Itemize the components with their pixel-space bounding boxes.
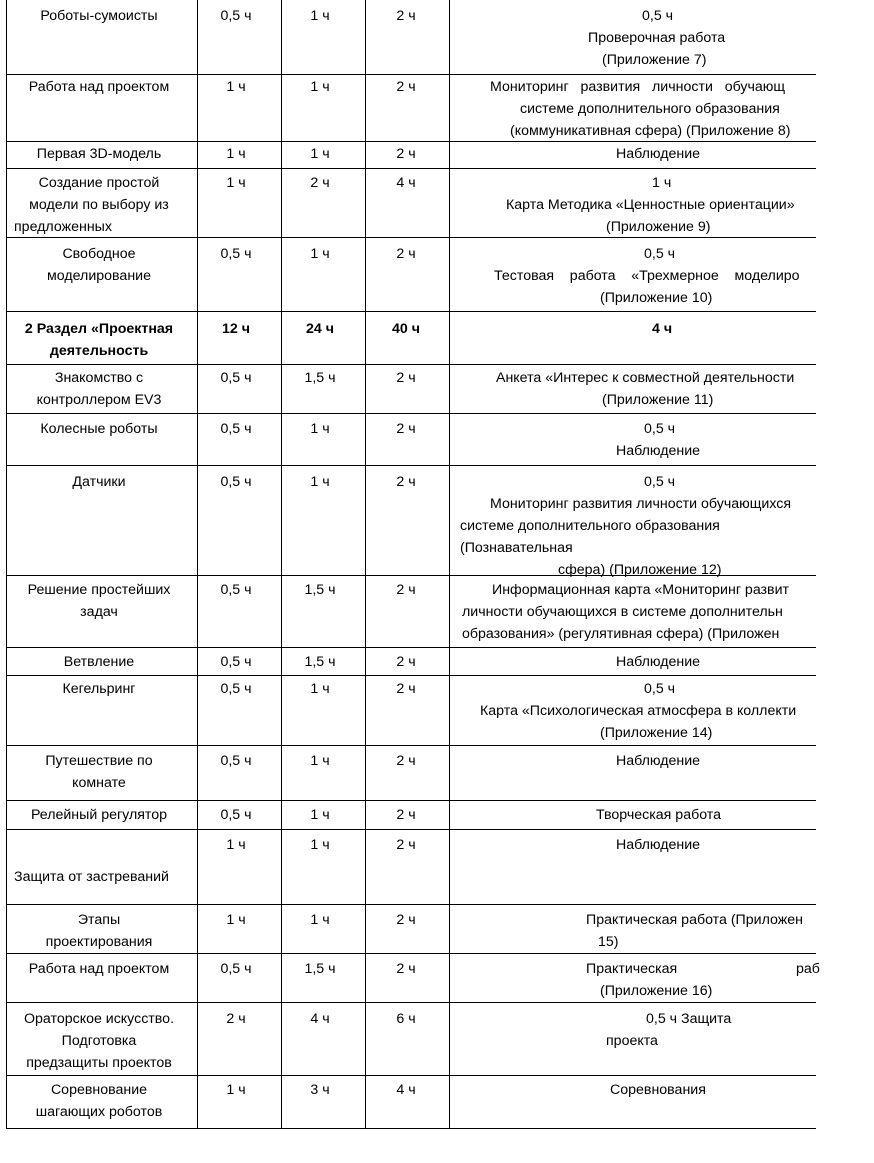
control-cell <box>454 143 874 165</box>
practice-hours: 1 ч <box>310 681 330 697</box>
practice-hours: 1,5 ч <box>304 654 336 670</box>
control-cell <box>454 958 874 1002</box>
topic-text: Работа над проектом <box>28 79 170 95</box>
control-text: системе дополнительного образования <box>520 101 780 117</box>
topic-cell <box>6 909 192 953</box>
row-divider <box>6 311 816 312</box>
theory-hours: 0,5 ч <box>220 582 252 598</box>
topic-text: Роботы-сумоисты <box>40 8 158 24</box>
control-text: Практическая <box>586 961 678 977</box>
topic-cell <box>6 418 192 440</box>
topic-text: Ветвление <box>63 654 135 670</box>
control-text: (Приложение 9) <box>606 219 711 235</box>
control-text: 4 ч <box>652 321 673 337</box>
practice-hours: 1 ч <box>310 8 330 24</box>
topic-text: комнате <box>72 775 126 791</box>
section-title-cell <box>6 318 192 362</box>
practice-hours: 1 ч <box>310 912 330 928</box>
control-cell <box>454 909 874 953</box>
control-text: Практическая работа (Приложен <box>586 912 803 928</box>
total-hours: 40 ч <box>392 321 420 337</box>
practice-hours: 1 ч <box>310 753 330 769</box>
topic-cell <box>6 471 192 493</box>
practice-hours: 2 ч <box>310 175 330 191</box>
topic-cell <box>6 678 192 700</box>
total-hours: 2 ч <box>396 421 416 437</box>
topic-cell <box>6 76 192 98</box>
total-hours: 4 ч <box>396 175 416 191</box>
row-divider <box>6 1002 816 1003</box>
control-text: Соревнования <box>610 1082 706 1098</box>
row-divider <box>6 953 816 954</box>
topic-text: Знакомство с <box>54 370 144 386</box>
control-text: личности обучающихся в системе дополнительн <box>462 604 783 620</box>
theory-hours: 0,5 ч <box>220 961 252 977</box>
theory-hours: 1 ч <box>226 912 246 928</box>
control-text: Мониторинг развития личности обучающихся <box>490 496 792 512</box>
control-cell <box>454 651 874 673</box>
control-cell <box>454 76 874 142</box>
theory-hours: 2 ч <box>226 1011 246 1027</box>
theory-hours: 0,5 ч <box>220 474 252 490</box>
row-divider <box>6 74 816 75</box>
control-text: (Приложение 11) <box>602 392 714 408</box>
practice-hours: 1 ч <box>310 146 330 162</box>
control-text: (Приложение 16) <box>600 983 713 999</box>
control-text: (Приложение 10) <box>600 290 713 306</box>
total-hours: 2 ч <box>396 79 416 95</box>
topic-text: Этапы <box>77 912 121 928</box>
row-divider <box>6 1075 816 1076</box>
control-cell <box>454 834 874 856</box>
topic-cell <box>14 866 200 888</box>
control-cell <box>454 1079 874 1101</box>
practice-hours: 24 ч <box>306 321 334 337</box>
topic-text: Соревнование <box>50 1082 148 1098</box>
control-text: 0,5 ч <box>642 8 674 24</box>
total-hours: 2 ч <box>396 582 416 598</box>
practice-hours: 1 ч <box>310 837 330 853</box>
topic-text: модели по выбору из <box>29 197 169 213</box>
total-hours: 2 ч <box>396 246 416 262</box>
control-cell <box>454 418 874 462</box>
control-text: 0,5 ч <box>644 474 676 490</box>
theory-hours: 1 ч <box>226 1082 246 1098</box>
practice-hours: 1,5 ч <box>304 370 336 386</box>
total-hours: 2 ч <box>396 837 416 853</box>
column-divider <box>365 0 366 1129</box>
control-cell <box>454 172 874 238</box>
topic-cell <box>6 243 192 287</box>
topic-text: Ораторское искусство. <box>23 1011 175 1027</box>
theory-hours: 0,5 ч <box>220 654 252 670</box>
total-hours: 2 ч <box>396 912 416 928</box>
row-divider <box>6 829 816 830</box>
row-divider <box>6 745 816 746</box>
topic-text: Колесные роботы <box>40 421 158 437</box>
practice-hours: 1,5 ч <box>304 961 336 977</box>
topic-cell <box>6 367 192 411</box>
row-divider <box>6 364 816 365</box>
theory-hours: 1 ч <box>226 79 246 95</box>
control-text: образования» (регулятивная сфера) (Приложен <box>462 626 780 642</box>
total-hours: 2 ч <box>396 654 416 670</box>
topic-cell <box>6 143 192 165</box>
control-text: системе дополнительного образования <box>460 518 720 534</box>
row-divider <box>6 1128 816 1129</box>
topic-text: проектирования <box>45 934 153 950</box>
total-hours: 2 ч <box>396 8 416 24</box>
practice-hours: 1 ч <box>310 79 330 95</box>
total-hours: 2 ч <box>396 807 416 823</box>
topic-cell <box>6 1079 192 1123</box>
practice-hours: 3 ч <box>310 1082 330 1098</box>
control-cell <box>454 678 874 744</box>
total-hours: 6 ч <box>396 1011 416 1027</box>
control-cell <box>454 1008 874 1052</box>
row-divider <box>6 800 816 801</box>
control-text: (Приложение 14) <box>600 725 713 741</box>
topic-text: Датчики <box>72 474 126 490</box>
topic-cell <box>6 172 192 238</box>
practice-hours: 1 ч <box>310 421 330 437</box>
control-cell <box>454 471 874 581</box>
topic-text: контроллером EV3 <box>36 392 162 408</box>
theory-hours: 0,5 ч <box>220 753 252 769</box>
control-text: Наблюдение <box>616 443 701 459</box>
topic-text: моделирование <box>47 268 151 284</box>
row-divider <box>6 675 816 676</box>
control-text: проекта <box>606 1033 658 1049</box>
control-cell <box>454 318 874 340</box>
control-text: сфера) (Приложение 12) <box>558 562 722 578</box>
practice-hours: 4 ч <box>310 1011 330 1027</box>
row-divider <box>6 168 816 169</box>
topic-text: Путешествие по <box>45 753 153 769</box>
control-text: (коммуникативная сфера) (Приложение 8) <box>510 123 791 139</box>
control-cell <box>454 243 874 309</box>
control-cell <box>454 579 874 645</box>
theory-hours: 1 ч <box>226 837 246 853</box>
practice-hours: 1 ч <box>310 474 330 490</box>
row-divider <box>6 413 816 414</box>
total-hours: 2 ч <box>396 146 416 162</box>
total-hours: 2 ч <box>396 474 416 490</box>
control-text: (Приложение 7) <box>602 52 707 68</box>
control-text: Карта Методика «Ценностные ориентации» <box>506 197 795 213</box>
topic-text: предзащиты проектов <box>26 1055 172 1071</box>
practice-hours: 1 ч <box>310 807 330 823</box>
topic-text: Работа над проектом <box>28 961 170 977</box>
theory-hours: 1 ч <box>226 175 246 191</box>
control-text: 0,5 ч <box>644 681 676 697</box>
theory-hours: 0,5 ч <box>220 246 252 262</box>
control-text: Творческая работа <box>596 807 722 823</box>
topic-text: задач <box>80 604 118 620</box>
topic-text: Создание простой <box>38 175 160 191</box>
control-text: 1 ч <box>652 175 672 191</box>
topic-text: Подготовка <box>61 1033 137 1049</box>
control-text: 0,5 ч <box>644 246 676 262</box>
column-divider <box>197 0 198 1129</box>
control-text: раб <box>796 961 820 977</box>
control-cell <box>454 750 874 772</box>
control-text: 0,5 ч <box>644 421 676 437</box>
control-text: Анкета «Интерес к совместной деятельности <box>496 370 795 386</box>
topic-cell <box>6 5 192 27</box>
practice-hours: 1 ч <box>310 246 330 262</box>
topic-cell <box>6 958 192 980</box>
total-hours: 4 ч <box>396 1082 416 1098</box>
theory-hours: 0,5 ч <box>220 681 252 697</box>
topic-cell <box>6 1008 192 1074</box>
control-text: 15) <box>598 934 619 950</box>
topic-text: предложенных <box>14 219 112 235</box>
section-title: 2 Раздел «Проектная <box>24 321 174 337</box>
control-cell <box>454 367 874 411</box>
control-cell <box>454 5 874 71</box>
theory-hours: 0,5 ч <box>220 8 252 24</box>
topic-cell <box>6 750 192 794</box>
control-text: Наблюдение <box>616 837 701 853</box>
control-text: Наблюдение <box>616 654 701 670</box>
row-divider <box>6 465 816 466</box>
control-text: Проверочная работа <box>588 30 726 46</box>
topic-text: шагающих роботов <box>35 1104 163 1120</box>
row-divider <box>6 904 816 905</box>
topic-text: Релейный регулятор <box>30 807 168 823</box>
theory-hours: 0,5 ч <box>220 807 252 823</box>
practice-hours: 1,5 ч <box>304 582 336 598</box>
total-hours: 2 ч <box>396 681 416 697</box>
theory-hours: 0,5 ч <box>220 421 252 437</box>
control-text: 0,5 ч Защита <box>646 1011 732 1027</box>
total-hours: 2 ч <box>396 753 416 769</box>
theory-hours: 1 ч <box>226 146 246 162</box>
control-text-row <box>454 958 874 980</box>
control-cell <box>454 804 874 826</box>
topic-cell <box>6 804 192 826</box>
total-hours: 2 ч <box>396 370 416 386</box>
topic-text: Кегельринг <box>62 681 136 697</box>
theory-hours: 0,5 ч <box>220 370 252 386</box>
topic-text: Решение простейших <box>27 582 171 598</box>
column-divider <box>449 0 450 1129</box>
control-text: Карта «Психологическая атмосфера в коллекти <box>480 703 797 719</box>
theory-hours: 12 ч <box>222 321 250 337</box>
control-text: Наблюдение <box>616 146 701 162</box>
total-hours: 2 ч <box>396 961 416 977</box>
topic-text: Первая 3D-модель <box>36 146 162 162</box>
row-divider <box>6 647 816 648</box>
control-text: (Познавательная <box>460 540 573 556</box>
topic-text: Защита от застреваний <box>14 869 169 885</box>
control-text: Информационная карта «Мониторинг развит <box>492 582 790 598</box>
topic-text: Свободное <box>62 246 136 262</box>
control-text: Наблюдение <box>616 753 701 769</box>
control-text: Тестовая работа «Трехмерное моделиро <box>494 268 800 284</box>
topic-cell <box>6 651 192 673</box>
column-divider <box>281 0 282 1129</box>
section-title: деятельность <box>49 343 149 359</box>
topic-cell <box>6 579 192 623</box>
control-text: Мониторинг развития личности обучающ <box>490 79 786 95</box>
